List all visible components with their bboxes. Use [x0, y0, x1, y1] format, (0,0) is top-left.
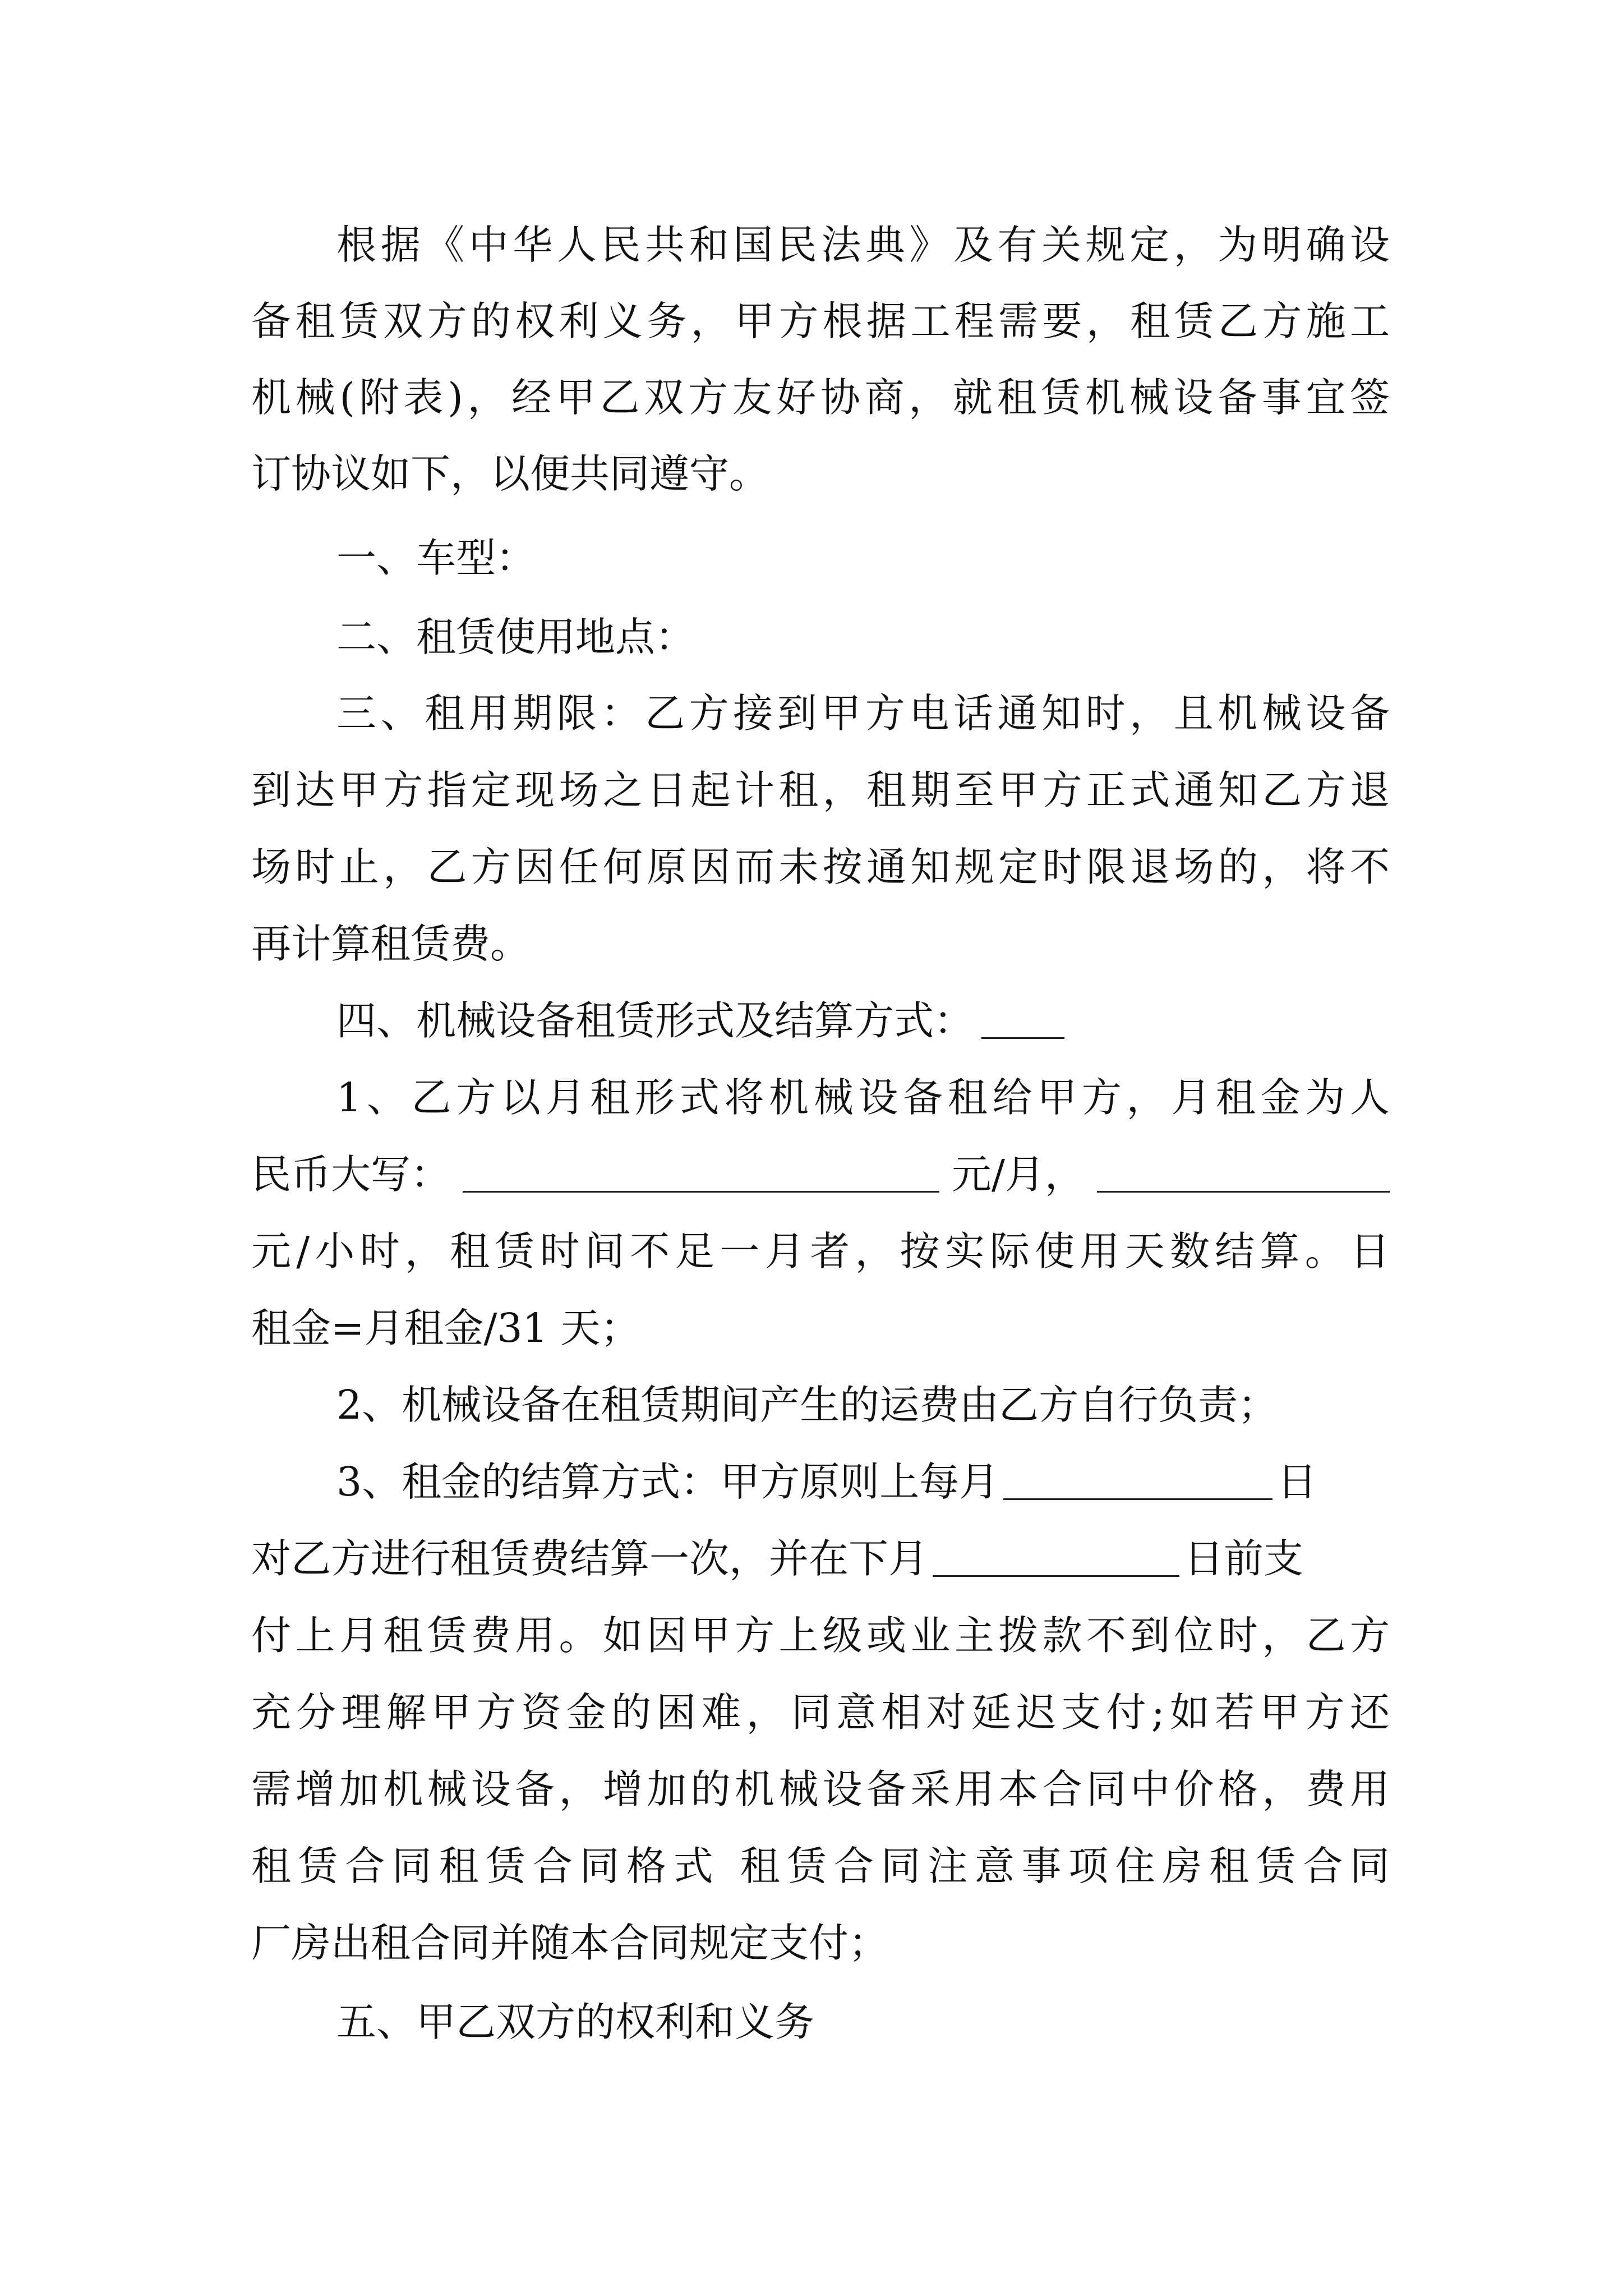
paragraph-line: 租金=月租金/31 天； [251, 1305, 640, 1351]
paragraph-line: 到达甲方指定现场之日起计租，租期至甲方正式通知乙方退 [251, 767, 1390, 813]
paragraph-line: 租赁合同租赁合同格式 租赁合同注意事项住房租赁合同 [251, 1843, 1390, 1889]
paragraph-line: 对乙方进行租赁费结算一次，并在下月 日前支 [251, 1535, 1304, 1582]
blank-line [981, 998, 1064, 1039]
section-heading-rights-obligations: 五、甲乙双方的权利和义务 [336, 1999, 815, 2045]
blank-line-settlement-day [1003, 1459, 1272, 1500]
blank-line-payment-day [933, 1536, 1179, 1577]
paragraph-line: 三、租用期限：乙方接到甲方电话通知时，且机械设备 [336, 690, 1390, 737]
paragraph-line: 订协议如下，以便共同遵守。 [251, 450, 769, 497]
paragraph-line: 3、租金的结算方式：甲方原则上每月 日 [336, 1458, 1317, 1505]
section-heading-vehicle-type: 一、车型： [336, 535, 536, 581]
blank-line-monthly-rent [463, 1152, 939, 1193]
blank-line-hourly-rent [1097, 1152, 1390, 1193]
section-heading-rental-form: 四、机械设备租赁形式及结算方式： [336, 979, 1390, 1063]
paragraph-line: 厂房出租合同并随本合同规定支付； [251, 1920, 889, 1966]
paragraph-line: 1、乙方以月租形式将机械设备租给甲方，月租金为人 [336, 1074, 1390, 1121]
paragraph-line: 民币大写： 元/月， [251, 1133, 1390, 1217]
paragraph-line: 充分理解甲方资金的困难，同意相对延迟支付;如若甲方还 [251, 1689, 1390, 1736]
paragraph-line: 场时止，乙方因任何原因而未按通知规定时限退场的，将不 [251, 844, 1390, 890]
paragraph-line: 2、机械设备在租赁期间产生的运费由乙方自行负责； [336, 1382, 1278, 1428]
paragraph-line: 需增加机械设备，增加的机械设备采用本合同中价格，费用 [251, 1766, 1390, 1812]
paragraph-line: 元/小时，租赁时间不足一月者，按实际使用天数结算。日 [251, 1228, 1390, 1274]
paragraph-line: 备租赁双方的权利义务，甲方根据工程需要，租赁乙方施工 [251, 298, 1390, 344]
paragraph-line: 机械(附表)，经甲乙双方友好协商，就租赁机械设备事宜签 [251, 374, 1390, 421]
paragraph-line: 根据《中华人民共和国民法典》及有关规定，为明确设 [336, 222, 1390, 268]
paragraph-line: 再计算租赁费。 [251, 921, 531, 967]
paragraph-line: 付上月租赁费用。如因甲方上级或业主拨款不到位时，乙方 [251, 1612, 1390, 1659]
section-heading-location: 二、租赁使用地点： [336, 614, 695, 660]
